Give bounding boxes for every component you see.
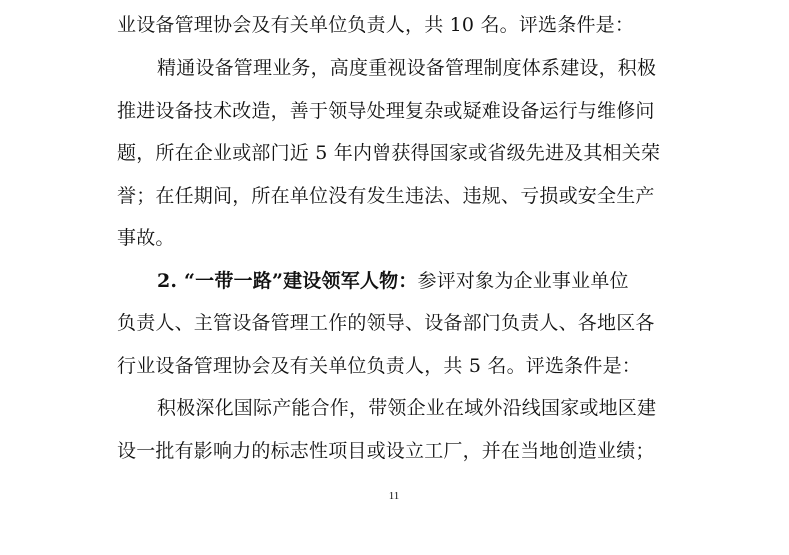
section-heading-continuation: 参评对象为企业事业单位 bbox=[417, 270, 629, 292]
paragraph-line: 负责人、主管设备管理工作的领导、设备部门负责人、各地区各 bbox=[117, 312, 655, 334]
section-heading-line bbox=[157, 269, 717, 293]
paragraph-line: 业设备管理协会及有关单位负责人，共 10 名。评选条件是： bbox=[117, 14, 635, 36]
paragraph-line: 积极深化国际产能合作，带领企业在域外沿线国家或地区建 bbox=[157, 397, 657, 419]
section-heading: 2. “一带一路”建设领军人物： bbox=[157, 270, 418, 292]
paragraph-line: 设一批有影响力的标志性项目或设立工厂，并在当地创造业绩； bbox=[117, 440, 655, 462]
paragraph-line: 事故。 bbox=[117, 227, 175, 249]
paragraph-line: 行业设备管理协会及有关单位负责人，共 5 名。评选条件是： bbox=[117, 355, 641, 377]
paragraph-line: 推进设备技术改造，善于领导处理复杂或疑难设备运行与维修问 bbox=[117, 100, 655, 122]
page-number: 11 bbox=[388, 490, 400, 502]
paragraph-line: 题，所在企业或部门近 5 年内曾获得国家或省级先进及其相关荣 bbox=[117, 142, 661, 164]
paragraph-line: 誉；在任期间，所在单位没有发生违法、违规、亏损或安全生产 bbox=[117, 185, 655, 207]
paragraph-line: 精通设备管理业务，高度重视设备管理制度体系建设，积极 bbox=[157, 57, 657, 79]
